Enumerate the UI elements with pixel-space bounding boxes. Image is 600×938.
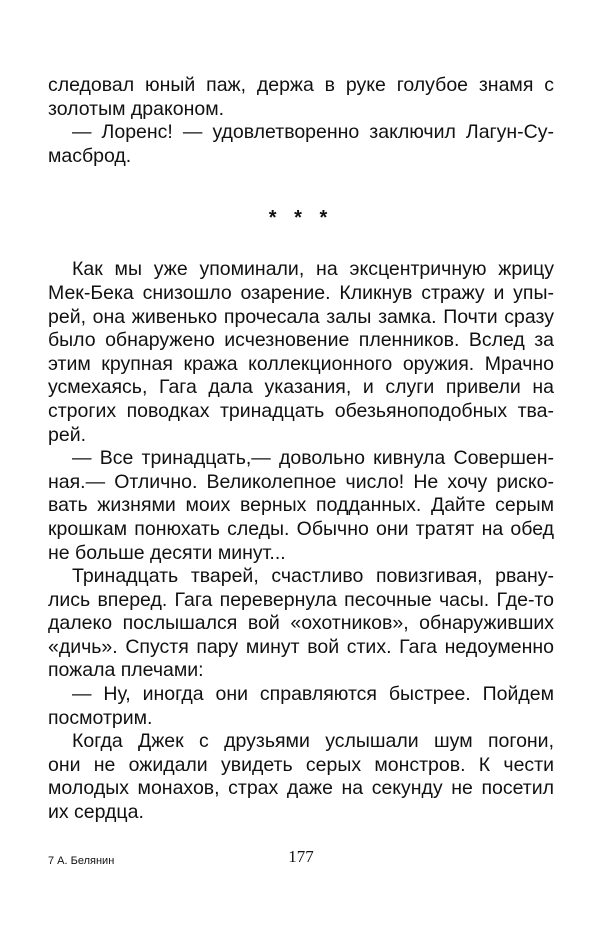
book-page (48, 74, 554, 825)
page-footer (48, 847, 554, 871)
text-line: было обнаружено исчезновение пленников. Вслед за (48, 329, 554, 352)
text-line: Мек-Бека снизошло озарение. Кликнув стражу и упы- (48, 281, 554, 304)
text-line: вать жизнями моих верных подданных. Дайте серым (48, 494, 554, 517)
text-line: молодых монахов, страх даже на секунду не посетил (48, 777, 554, 800)
text-line: Как мы уже упоминали, на эксцентричную жрицу (72, 258, 554, 281)
text-line: — Все тринадцать,— довольно кивнула Совершен- (72, 447, 554, 470)
text-line: крошкам понюхать следы. Обычно они тратят на обед (48, 517, 554, 540)
signature-mark: 7 А. Белянин (48, 855, 115, 867)
text-line: посмотрим. (48, 706, 153, 729)
text-line: масброд. (48, 144, 132, 167)
text-line: пожала плечами: (48, 659, 204, 682)
text-line: строгих поводках тринадцать обезьяноподобных тва- (48, 399, 554, 422)
text-line: ная.— Отлично. Великолепное число! Не хочу риско- (48, 470, 554, 493)
text-line: рей. (48, 423, 87, 446)
text-line: золотым драконом. (48, 97, 225, 120)
text-line: следовал юный паж, держа в руке голубое знамя с (48, 74, 554, 96)
main-paragraphs (48, 258, 554, 824)
section-separator: * * * (268, 207, 334, 230)
text-line: далеко послышался вой «охотников», обнаруживших (48, 612, 554, 635)
text-line: этим крупная кража коллекционного оружия. Мрачно (48, 352, 554, 375)
page-number: 177 (288, 847, 314, 866)
text-line: лись вперед. Гага перевернула песочные часы. Где-то (48, 588, 554, 611)
text-line: — Лоренс! — удовлетворенно заключил Лагун-Су- (72, 121, 554, 144)
text-line: Когда Джек с друзьями услышали шум погони, (72, 730, 554, 753)
text-line: их сердца. (48, 801, 144, 824)
text-line: рей, она живенько прочесала залы замка. Почти сразу (48, 305, 554, 328)
text-line: Тринадцать тварей, счастливо повизгивая, рвану- (72, 565, 554, 588)
text-line: они не ожидали увидеть серых монстров. К чести (48, 753, 554, 776)
text-line: «дичь». Спустя пару минут вой стих. Гага недоуменно (48, 635, 554, 658)
text-line: усмехаясь, Гага дала указания, и слуги привели на (48, 376, 554, 399)
top-paragraphs (48, 74, 554, 168)
text-line: не больше десяти минут... (48, 541, 286, 564)
text-line: — Ну, иногда они справляются быстрее. Пойдем (72, 683, 554, 706)
